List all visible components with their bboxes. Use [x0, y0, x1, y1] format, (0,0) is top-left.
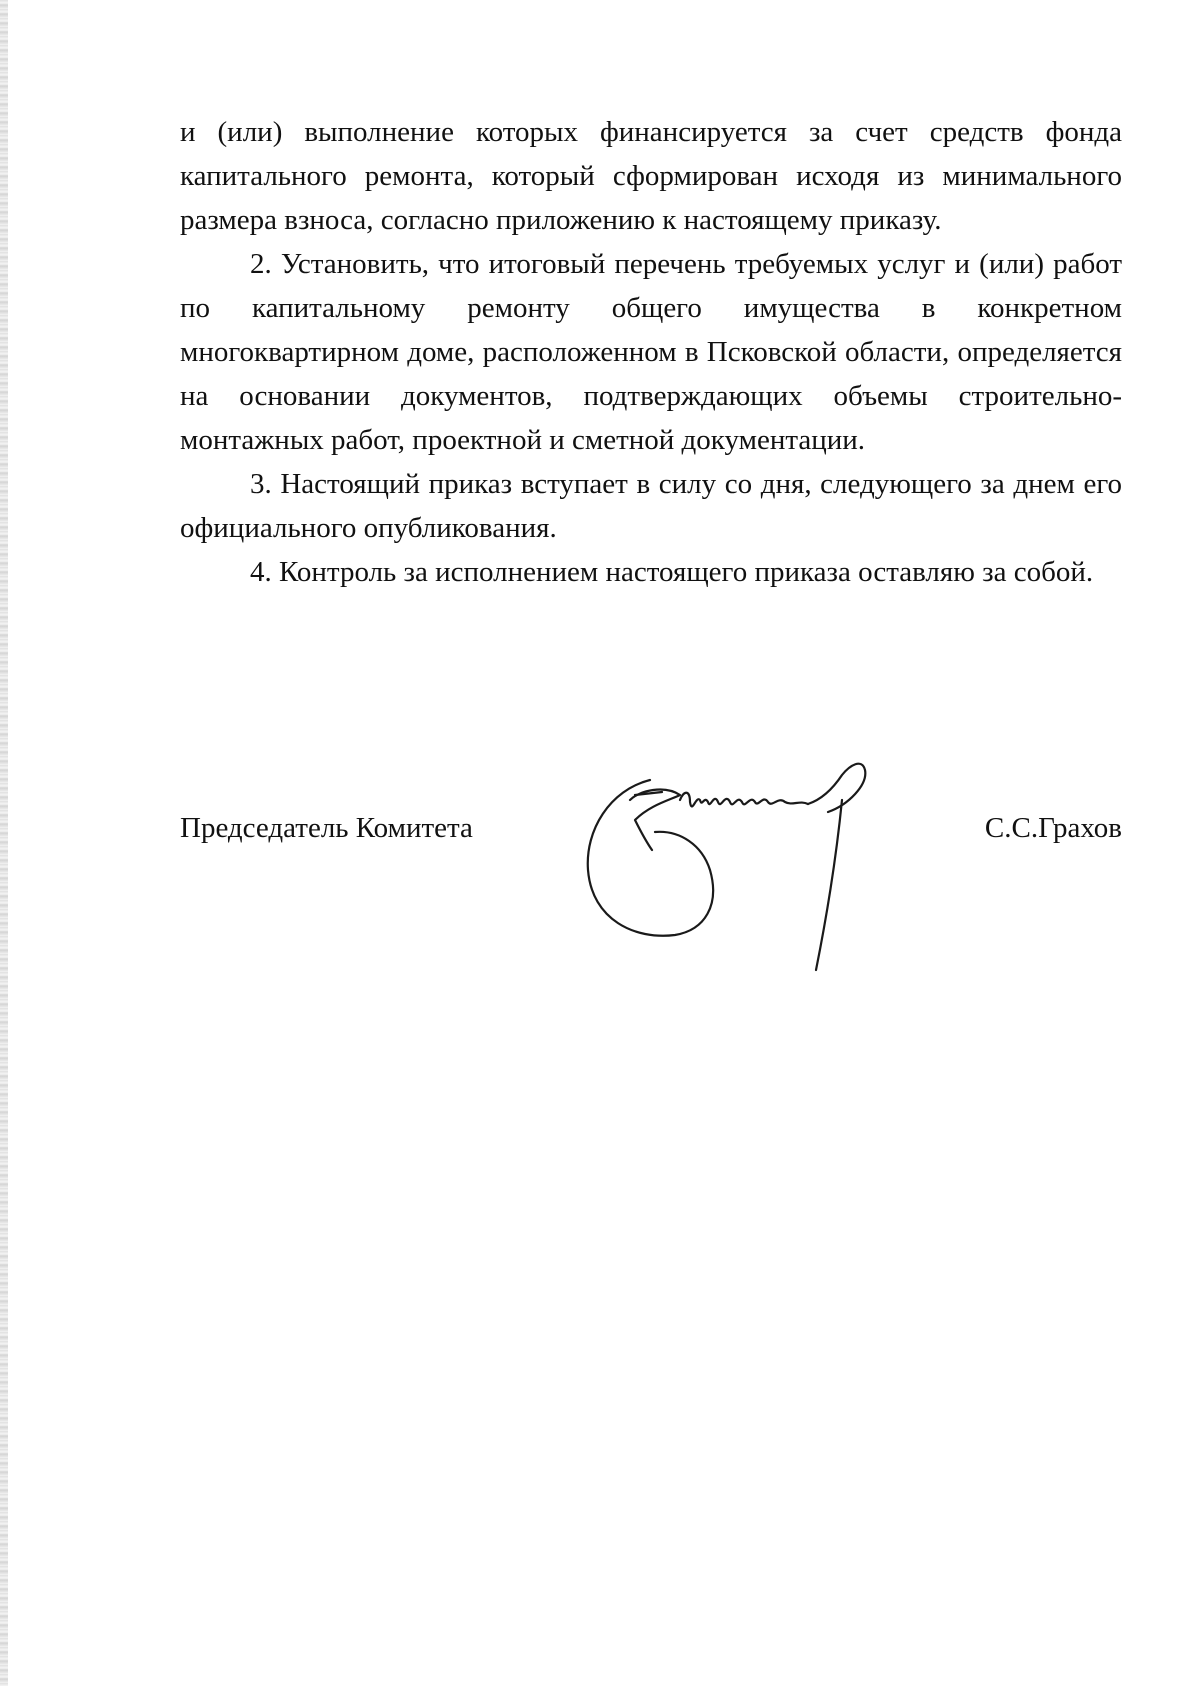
handwritten-signature — [580, 760, 910, 990]
scan-edge — [0, 0, 8, 1686]
signatory-role: Председатель Комитета — [180, 812, 473, 844]
paragraph-continuation: и (или) выполнение которых финансируется за счет средств фонда капитального ремонта, который сформирован исходя из минимального размера взноса, согласно приложению к настоящему приказу. — [180, 116, 1122, 236]
paragraph-item-2: 2. Установить, что итоговый перечень требуемых услуг и (или) работ по капитальному ремонту общего имущества в конкретном многоквартирном доме, расположенном в Псковской области, определяется на основании документов, подтверждающих объемы строительно-монтажных работ, проектной и сметной документации. — [180, 248, 1122, 456]
paragraph-item-4: 4. Контроль за исполнением настоящего приказа оставляю за собой. — [250, 556, 1094, 588]
signatory-name: С.С.Грахов — [984, 812, 1122, 844]
paragraph-item-3: 3. Настоящий приказ вступает в силу со дня, следующего за днем его официального опубликования. — [180, 468, 1122, 544]
document-body — [180, 110, 1122, 594]
